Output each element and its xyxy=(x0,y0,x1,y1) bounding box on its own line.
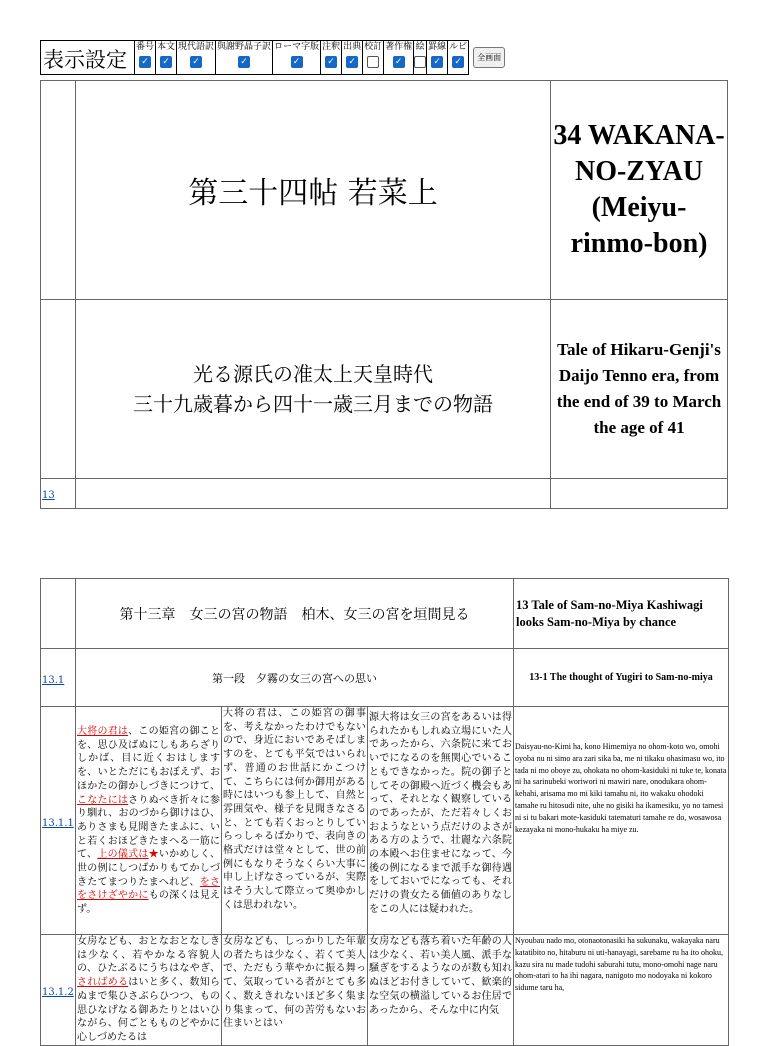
option-text[interactable]: 本文 ✓ xyxy=(156,41,177,75)
option-yosano[interactable]: 與謝野晶子訳 ✓ xyxy=(216,41,273,75)
annotated-phrase[interactable]: こなたには xyxy=(77,794,129,806)
fullscreen-button[interactable]: 全画面 xyxy=(473,47,505,68)
subtitle-line-1: 光る源氏の准太上天皇時代 xyxy=(193,362,433,386)
checkbox-text[interactable]: ✓ xyxy=(160,56,172,68)
option-modern[interactable]: 現代語訳 ✓ xyxy=(177,41,216,75)
header-table xyxy=(40,80,728,509)
section-link[interactable]: 13.1 xyxy=(42,675,65,686)
chapter-link[interactable]: 13 xyxy=(42,490,55,501)
checkbox-copyright[interactable]: ✓ xyxy=(393,56,405,68)
checkbox-number[interactable]: ✓ xyxy=(139,56,151,68)
page-subtitle xyxy=(75,300,550,479)
yosano-translation: 女房なども落ち着いた年齢の人は少なく、若い美人風、派手な騒ぎをするようなのが数も知れぬほどお付きしていて、歓楽的な空気の横溢しているお住居であったから、そんな中に内気 xyxy=(368,935,514,1046)
page-subtitle-en: Tale of Hikaru-Genji's Daijo Tenno era, from the end of 39 to March the age of 41 xyxy=(551,300,728,479)
option-romaji[interactable]: ローマ字版 ✓ xyxy=(273,41,321,75)
page-title-en: 34 WAKANA-NO-ZYAU (Meiyu-rinmo-bon) xyxy=(551,81,728,300)
checkbox-source[interactable]: ✓ xyxy=(346,56,358,68)
page-title: 第三十四帖 若菜上 xyxy=(75,81,550,300)
modern-translation: 女房なども、しっかりした年輩の者たちは少なく、若くて美人で、ただもう華やかに振る舞って、気取っている者がとても多く、数えきれないほど多く集まり集まって、何の苦労もないお住まいとはい xyxy=(222,935,368,1046)
option-copyright[interactable]: 著作権 ✓ xyxy=(384,41,414,75)
chapter-title: 第十三章 女三の宮の物語 柏木、女三の宮を垣間見る xyxy=(76,579,514,649)
romaji-text: Daisyau-no-Kimi ha, kono Himemiya no ohom-koto wo, omohi oyoba nu ni simo ara zari sika ba, me ni tikaku ohasimasu wo, ito tada ni mo oboye zu, ohokata no ohom-kasiduki ni tuke te, konata ni ha sarinubeki woriwori ni mawiri nare, onodukara ohom-kehahi, arisama mo mi kiki tamahu ni, ito wakaku ohodoki tamahe ru hitosudi nite, uhe no gisiki ha ikamesiku, yo no tamesi ni si tu bakari mote-kasiduki tatematuri tamahe re do, wosawosa kezayaka ni mono-hukaku ha miye zu. xyxy=(514,707,729,935)
table-row xyxy=(41,707,729,935)
option-source[interactable]: 出典 ✓ xyxy=(342,41,363,75)
chapter-table xyxy=(40,578,729,1046)
checkbox-modern[interactable]: ✓ xyxy=(190,56,202,68)
paragraph-link[interactable]: 13.1.2 xyxy=(42,987,74,999)
chapter-title-en: 13 Tale of Sam-no-Miya Kashiwagi looks Sam-no-Miya by chance xyxy=(514,579,729,649)
subtitle-number-cell xyxy=(41,300,76,479)
modern-translation: 大将の君は、この姫宮の御事を、考えなかったわけでもないので、身近においであそばしますのを、とても平気ではいられず、普通のお世話にかこつけて、こちらには何か御用がある時にはいつも参上して、自然と雰囲気や、様子を見聞きなさると、とても若くおっとりしていらっしゃるばかりで、表向きの格式だけは堂々として、世の前例にもなりそうなくらい大事に申し上げなさっているが、実際はそう大して際立って奥ゆかしくは思われない。 xyxy=(222,707,368,935)
option-revision[interactable]: 校訂 xyxy=(363,41,384,75)
option-ruled-lines[interactable]: 罫線 ✓ xyxy=(427,41,448,75)
chapter-link-cell xyxy=(41,479,76,509)
option-ruby[interactable]: ルビ ✓ xyxy=(448,41,469,75)
annotated-phrase[interactable]: 上の儀式は xyxy=(97,849,149,861)
settings-label: 表示設定 xyxy=(41,41,135,75)
original-text: 女房なども、おとなおとなしきは少なく、若やかなる容貌人の、ひたぶるにうちはなやぎ、さればめるはいと多く、数知らぬまで集ひさぶらひつつ、もの思ひなげなる御あたりとはいひながら、何ごともものどやかに心しづめたるは xyxy=(76,935,222,1046)
option-notes[interactable]: 注釈 ✓ xyxy=(321,41,342,75)
romaji-text: Nyoubau nado mo, otonaotonasiki ha sukunaku, wakayaka naru katatibito no, hitaburu ni uti-hanayagi, sarebame ru ha ito ohoku, kazu sira nu made tudohi saburahi tutu, mono-omohi nage naru ohom-atari to ha ihi nagara, nanigoto mo nodoyaka ni kokoro sidume taru ha, xyxy=(514,935,729,1046)
option-number[interactable]: 番号 ✓ xyxy=(135,41,156,75)
checkbox-picture[interactable] xyxy=(414,56,426,68)
section-title: 第一段 夕霧の女三の宮への思い xyxy=(76,649,514,707)
display-settings-bar xyxy=(40,40,507,75)
paragraph-link[interactable]: 13.1.1 xyxy=(42,818,74,829)
annotated-phrase[interactable]: されば xyxy=(77,977,108,989)
checkbox-revision[interactable] xyxy=(367,56,379,68)
checkbox-ruby[interactable]: ✓ xyxy=(452,56,464,68)
section-title-en: 13-1 The thought of Yugiri to Sam-no-miya xyxy=(514,649,729,707)
option-picture[interactable]: 絵 xyxy=(414,41,427,75)
annotated-phrase[interactable]: 大将の君は xyxy=(77,726,129,737)
checkbox-yosano[interactable]: ✓ xyxy=(238,56,250,68)
annotated-phrase[interactable]: をさをさけざやかに xyxy=(77,876,221,902)
checkbox-ruled-lines[interactable]: ✓ xyxy=(431,56,443,68)
checkbox-notes[interactable]: ✓ xyxy=(325,56,337,68)
table-row xyxy=(41,935,729,1046)
annotated-phrase[interactable]: める xyxy=(107,977,129,989)
header-number-cell xyxy=(41,81,76,300)
revision-star-icon[interactable]: ★ xyxy=(148,849,159,861)
yosano-translation: 源大将は女三の宮をあるいは得られたかもしれぬ立場にいた人であったから、六条院に来ておいでになるのを無関心でいることもできなかった。院の御子としてその御殿へ近づく機会もあって、それとなく観察しているのであったが、ただ若々しくおおようなという点だけのよさがある方のようで、壮麗な六条院の本殿へお住ませになって、今後の例になるまで派手な御待遇をしておいでになっても、それだけの貴女たる価値のありなしをこの人には疑われた。 xyxy=(368,707,514,935)
checkbox-romaji[interactable]: ✓ xyxy=(291,56,303,68)
subtitle-line-2: 三十九歳暮から四十一歳三月までの物語 xyxy=(133,392,493,416)
original-text: 大将の君は、この姫宮の御ことを、思ひ及ばぬにしもあらざりしかば、目に近くおはしますを、いとただにもおぼえず、おほかたの御かしづきにつけて、こなたにはさりぬべき折々に参り馴れ、おのづから御けはひ、ありさまも見聞きたまふに、いと若くおほどきたまへる一筋にて、上の儀式は★いかめしく、世の例にしつばかりもてかしづきたてまつりたまへれど、をさをさけざやかにもの深くは見えず。 xyxy=(76,707,222,935)
